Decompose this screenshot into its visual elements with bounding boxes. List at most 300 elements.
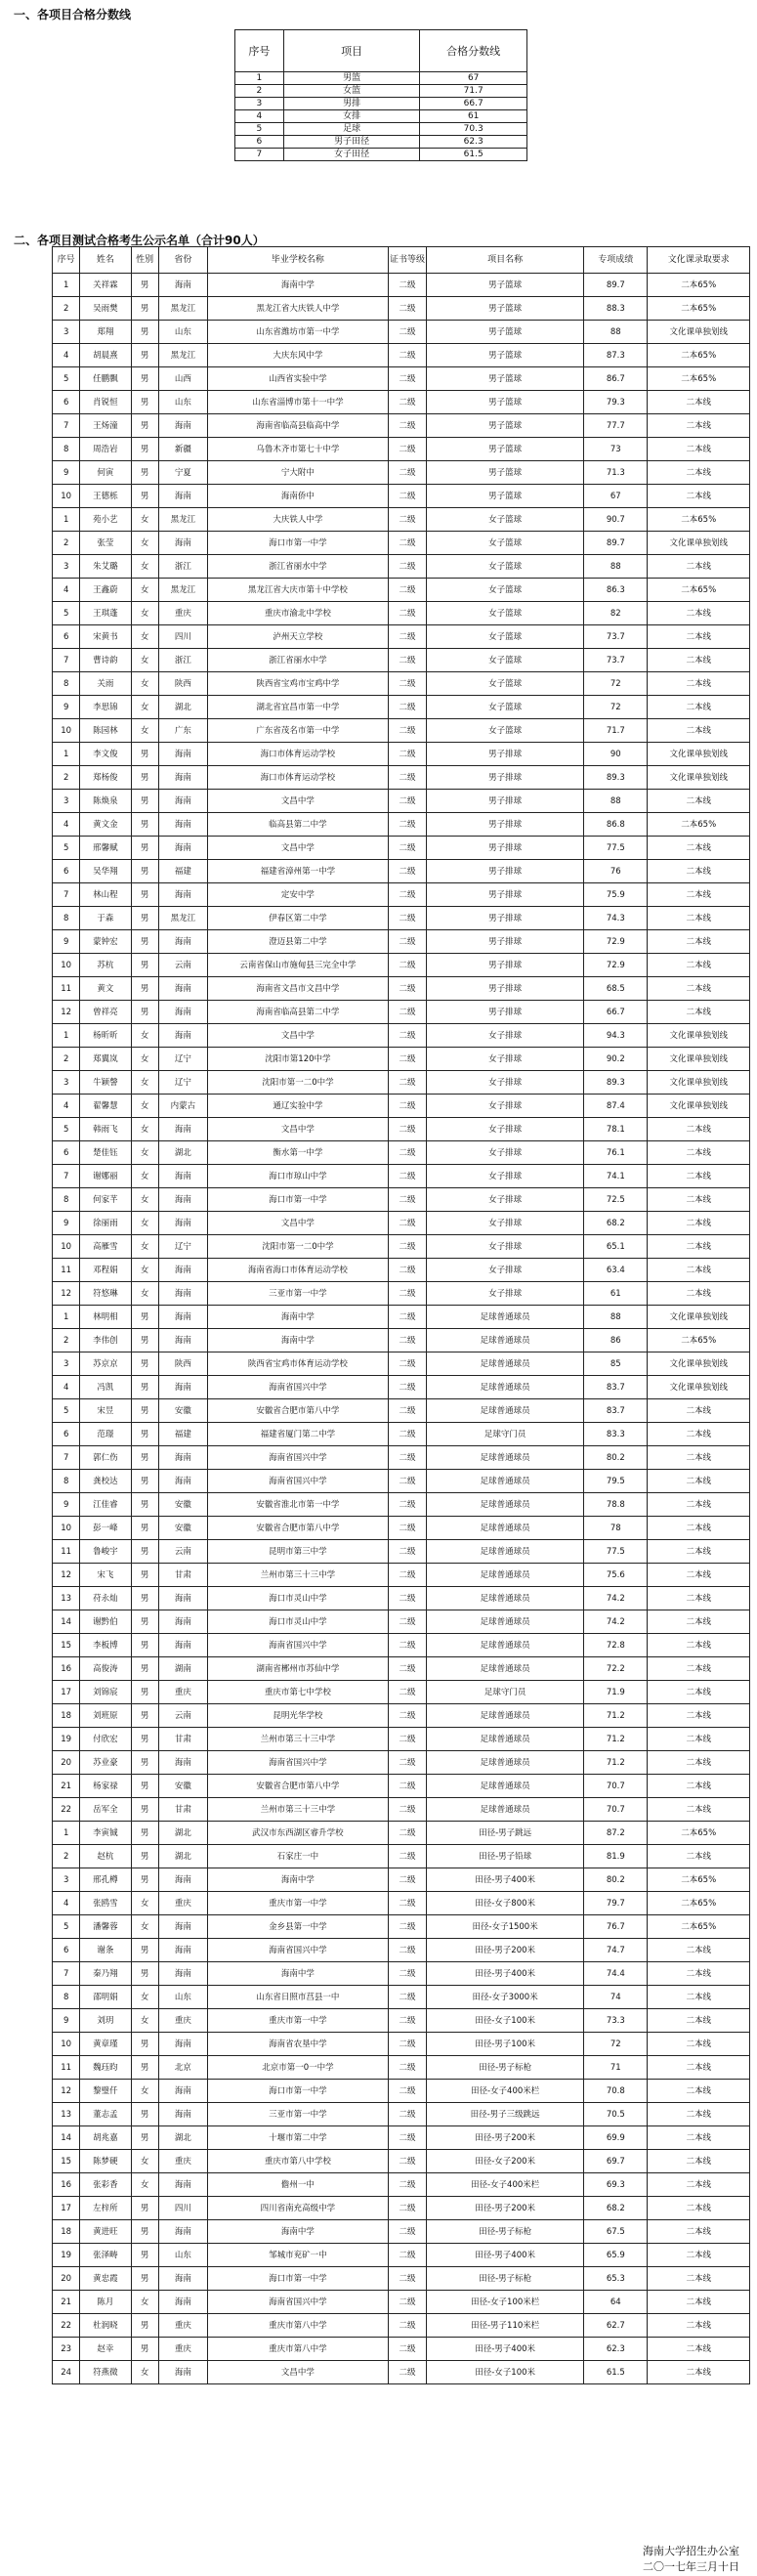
table-cell: 甘肃 bbox=[158, 1564, 207, 1587]
table-cell: 二本线 bbox=[648, 719, 750, 743]
table-cell: 二级 bbox=[388, 1024, 426, 1048]
table-cell: 女子篮球 bbox=[427, 625, 584, 649]
table-cell: 69.3 bbox=[584, 2173, 648, 2197]
table-cell: 18 bbox=[53, 1704, 80, 1728]
table-cell: 李寅铖 bbox=[80, 1822, 131, 1845]
table-cell: 于森 bbox=[80, 907, 131, 930]
table-cell: 87.2 bbox=[584, 1822, 648, 1845]
table-cell: 二本线 bbox=[648, 485, 750, 508]
table-cell: 女子排球 bbox=[427, 1165, 584, 1188]
table-cell: 杨昕昕 bbox=[80, 1024, 131, 1048]
table-cell: 二本线 bbox=[648, 1704, 750, 1728]
table-cell: 男 bbox=[131, 2033, 158, 2056]
table-cell: 男排 bbox=[283, 98, 419, 110]
table-row bbox=[53, 1470, 750, 1493]
table-cell: 74.7 bbox=[584, 1939, 648, 1962]
table-cell: 二本线 bbox=[648, 1423, 750, 1446]
table-cell: 二本线 bbox=[648, 2361, 750, 2384]
table-cell: 昆明光华学校 bbox=[207, 1704, 388, 1728]
table-cell: 足球普通球员 bbox=[427, 1610, 584, 1634]
table-cell: 86.8 bbox=[584, 813, 648, 837]
table-cell: 男 bbox=[131, 1704, 158, 1728]
table-cell: 重庆 bbox=[158, 2009, 207, 2033]
table-cell: 沈阳市第一二0中学 bbox=[207, 1071, 388, 1095]
table-cell: 兰州市第三十三中学 bbox=[207, 1798, 388, 1822]
table-cell: 二本线 bbox=[648, 2267, 750, 2291]
table-cell: 海南中学 bbox=[207, 274, 388, 297]
table-cell: 海南 bbox=[158, 790, 207, 813]
table-cell: 女子篮球 bbox=[427, 649, 584, 672]
table-cell: 海口市第一中学 bbox=[207, 532, 388, 555]
table-cell: 男 bbox=[131, 883, 158, 907]
table-cell: 男 bbox=[131, 743, 158, 766]
table-row bbox=[53, 790, 750, 813]
table-cell: 文昌中学 bbox=[207, 837, 388, 860]
table-cell: 男 bbox=[131, 2244, 158, 2267]
table-cell: 二级 bbox=[388, 1071, 426, 1095]
table-cell: 女 bbox=[131, 2173, 158, 2197]
table-cell: 女 bbox=[131, 625, 158, 649]
table-cell: 12 bbox=[53, 1001, 80, 1024]
table-row bbox=[53, 414, 750, 438]
table-cell: 海口市第一中学 bbox=[207, 1188, 388, 1212]
table-row bbox=[53, 1048, 750, 1071]
table-cell: 女子排球 bbox=[427, 1095, 584, 1118]
table-cell: 二级 bbox=[388, 485, 426, 508]
table-cell: 男 bbox=[131, 1775, 158, 1798]
table-row bbox=[53, 1493, 750, 1517]
table-cell: 海南省临高县第二中学 bbox=[207, 1001, 388, 1024]
table-cell: 湖北 bbox=[158, 2126, 207, 2150]
table-cell: 男子篮球 bbox=[427, 438, 584, 461]
table-cell: 二本线 bbox=[648, 1939, 750, 1962]
table-cell: 13 bbox=[53, 2103, 80, 2126]
table-cell: 胡兆嘉 bbox=[80, 2126, 131, 2150]
table-cell: 5 bbox=[53, 837, 80, 860]
table-cell: 二级 bbox=[388, 837, 426, 860]
table-row bbox=[53, 1634, 750, 1657]
table-row bbox=[53, 1728, 750, 1751]
table-cell: 男 bbox=[131, 1470, 158, 1493]
table-cell: 10 bbox=[53, 954, 80, 977]
table-cell: 二本线 bbox=[648, 1188, 750, 1212]
table-cell: 6 bbox=[53, 860, 80, 883]
table-cell: 二级 bbox=[388, 1798, 426, 1822]
table-cell: 1 bbox=[53, 743, 80, 766]
table-cell: 翟馨慧 bbox=[80, 1095, 131, 1118]
table-cell: 伊春区第二中学 bbox=[207, 907, 388, 930]
table-row bbox=[53, 1517, 750, 1540]
table-row bbox=[53, 297, 750, 321]
table-row bbox=[53, 1915, 750, 1939]
table-cell: 二级 bbox=[388, 1423, 426, 1446]
table-cell: 二本65% bbox=[648, 1915, 750, 1939]
table-cell: 湖北 bbox=[158, 1141, 207, 1165]
table-cell: 潘馨蓉 bbox=[80, 1915, 131, 1939]
table-cell: 二级 bbox=[388, 1001, 426, 1024]
table-cell: 辽宁 bbox=[158, 1235, 207, 1259]
table-cell: 68.5 bbox=[584, 977, 648, 1001]
table-row bbox=[53, 837, 750, 860]
table-cell: 足球 bbox=[283, 123, 419, 136]
table-cell: 男子篮球 bbox=[427, 391, 584, 414]
table-cell: 女 bbox=[131, 1212, 158, 1235]
table-cell: 男 bbox=[131, 813, 158, 837]
table-cell: 男 bbox=[131, 1868, 158, 1892]
table-cell: 二本线 bbox=[648, 2126, 750, 2150]
table-cell: 海南 bbox=[158, 2080, 207, 2103]
table-cell: 二级 bbox=[388, 2197, 426, 2220]
table-cell: 文昌中学 bbox=[207, 2361, 388, 2384]
table-cell: 男 bbox=[131, 1610, 158, 1634]
table-row bbox=[53, 1845, 750, 1868]
table-cell: 二级 bbox=[388, 1845, 426, 1868]
table-cell: 二本线 bbox=[648, 930, 750, 954]
table-row bbox=[53, 1564, 750, 1587]
table-cell: 89.7 bbox=[584, 274, 648, 297]
table-cell: 20 bbox=[53, 1751, 80, 1775]
table-cell: 浙江 bbox=[158, 555, 207, 579]
table-cell: 海南 bbox=[158, 1587, 207, 1610]
table-cell: 6 bbox=[53, 1939, 80, 1962]
table-cell: 内蒙古 bbox=[158, 1095, 207, 1118]
table-cell: 72.9 bbox=[584, 954, 648, 977]
table-cell: 陈焕泉 bbox=[80, 790, 131, 813]
table-cell: 海南 bbox=[158, 743, 207, 766]
table-cell: 湖北 bbox=[158, 1845, 207, 1868]
table-cell: 二本线 bbox=[648, 1540, 750, 1564]
table-cell: 男 bbox=[131, 2220, 158, 2244]
table-cell: 黄忠霞 bbox=[80, 2267, 131, 2291]
table-cell: 男 bbox=[131, 1939, 158, 1962]
table-row bbox=[53, 2103, 750, 2126]
table-cell: 4 bbox=[53, 344, 80, 367]
table-cell: 62.3 bbox=[420, 136, 527, 149]
table-cell: 二级 bbox=[388, 344, 426, 367]
table-cell: 陈园林 bbox=[80, 719, 131, 743]
table-cell: 二级 bbox=[388, 2361, 426, 2384]
table-cell: 海南 bbox=[158, 1470, 207, 1493]
table-cell: 13 bbox=[53, 1587, 80, 1610]
table-cell: 云南 bbox=[158, 1540, 207, 1564]
table-cell: 田径-男子400米 bbox=[427, 2338, 584, 2361]
table-cell: 男 bbox=[131, 2197, 158, 2220]
table-cell: 黑龙江省大庆市第十中学校 bbox=[207, 579, 388, 602]
table-cell: 男 bbox=[131, 1493, 158, 1517]
table-cell: 二本线 bbox=[648, 1681, 750, 1704]
table-cell: 二级 bbox=[388, 1048, 426, 1071]
table-cell: 男 bbox=[131, 321, 158, 344]
table-cell: 61.5 bbox=[584, 2361, 648, 2384]
table-cell: 79.3 bbox=[584, 391, 648, 414]
table-cell: 1 bbox=[53, 1024, 80, 1048]
table-cell: 男子排球 bbox=[427, 860, 584, 883]
table-cell: 二级 bbox=[388, 2103, 426, 2126]
table-cell: 男 bbox=[131, 367, 158, 391]
table-cell: 男 bbox=[131, 1728, 158, 1751]
table-cell: 89.3 bbox=[584, 766, 648, 790]
table-cell: 湖南省郴州市苏仙中学 bbox=[207, 1657, 388, 1681]
table-cell: 田径-女子800米 bbox=[427, 1892, 584, 1915]
table-cell: 赵杭 bbox=[80, 1845, 131, 1868]
table-cell: 足球普通球员 bbox=[427, 1470, 584, 1493]
table-cell: 足球普通球员 bbox=[427, 1517, 584, 1540]
table-cell: 海南 bbox=[158, 813, 207, 837]
table-cell: 海南侨中 bbox=[207, 485, 388, 508]
table-row bbox=[53, 907, 750, 930]
table-row bbox=[53, 2150, 750, 2173]
table-cell: 8 bbox=[53, 1470, 80, 1493]
table-cell: 宋昱 bbox=[80, 1399, 131, 1423]
table-cell: 男子篮球 bbox=[427, 461, 584, 485]
table-cell: 林明相 bbox=[80, 1306, 131, 1329]
table-cell: 足球普通球员 bbox=[427, 1751, 584, 1775]
table-cell: 海南 bbox=[158, 1282, 207, 1306]
table-cell: 海南省农垦中学 bbox=[207, 2033, 388, 2056]
table-cell: 男子篮球 bbox=[427, 485, 584, 508]
table-cell: 海南 bbox=[158, 1751, 207, 1775]
table-cell: 海南省国兴中学 bbox=[207, 1470, 388, 1493]
table-cell: 76.1 bbox=[584, 1141, 648, 1165]
table-cell: 王炀潼 bbox=[80, 414, 131, 438]
table-cell: 3 bbox=[53, 1071, 80, 1095]
table-cell: 二本65% bbox=[648, 1868, 750, 1892]
table-cell: 二本线 bbox=[648, 2291, 750, 2314]
table-cell: 山东 bbox=[158, 321, 207, 344]
table-cell: 海南 bbox=[158, 1165, 207, 1188]
table-cell: 女 bbox=[131, 532, 158, 555]
table-cell: 澄迈县第二中学 bbox=[207, 930, 388, 954]
table-cell: 二本线 bbox=[648, 625, 750, 649]
table-cell: 海口市体育运动学校 bbox=[207, 766, 388, 790]
table-cell: 女 bbox=[131, 2291, 158, 2314]
table-cell: 67.5 bbox=[584, 2220, 648, 2244]
table-cell: 海南省国兴中学 bbox=[207, 1446, 388, 1470]
table-cell: 二本线 bbox=[648, 1564, 750, 1587]
table-cell: 二本65% bbox=[648, 274, 750, 297]
table-cell: 二本线 bbox=[648, 1235, 750, 1259]
table-cell: 十堰市第二中学 bbox=[207, 2126, 388, 2150]
table-cell: 二本线 bbox=[648, 2080, 750, 2103]
table-row bbox=[53, 2033, 750, 2056]
table-cell: 二级 bbox=[388, 2150, 426, 2173]
table-cell: 男 bbox=[131, 1751, 158, 1775]
table-cell: 田径-男子400米 bbox=[427, 1962, 584, 1986]
table-cell: 二级 bbox=[388, 1329, 426, 1352]
table-cell: 1 bbox=[53, 1306, 80, 1329]
table-row bbox=[53, 344, 750, 367]
table-cell: 二级 bbox=[388, 1681, 426, 1704]
table-cell: 山东省潍坊市第一中学 bbox=[207, 321, 388, 344]
header-cell: 项目 bbox=[283, 30, 419, 72]
table-cell: 二本65% bbox=[648, 1892, 750, 1915]
table-cell: 大庆东风中学 bbox=[207, 344, 388, 367]
table-cell: 二级 bbox=[388, 532, 426, 555]
table-cell: 甘肃 bbox=[158, 1798, 207, 1822]
table-cell: 二本线 bbox=[648, 438, 750, 461]
table-cell: 二本线 bbox=[648, 2244, 750, 2267]
table-cell: 二级 bbox=[388, 2338, 426, 2361]
table-cell: 广东省茂名市第一中学 bbox=[207, 719, 388, 743]
table-cell: 8 bbox=[53, 907, 80, 930]
table-cell: 何寅 bbox=[80, 461, 131, 485]
table-cell: 关祥霖 bbox=[80, 274, 131, 297]
table-cell: 女子排球 bbox=[427, 1235, 584, 1259]
table-cell: 2 bbox=[53, 1048, 80, 1071]
table-cell: 海南 bbox=[158, 2173, 207, 2197]
header-cell: 省份 bbox=[158, 247, 207, 274]
table-row bbox=[53, 1540, 750, 1564]
table-cell: 87.4 bbox=[584, 1095, 648, 1118]
table-cell: 73.3 bbox=[584, 2009, 648, 2033]
table-cell: 二级 bbox=[388, 1259, 426, 1282]
table-cell: 8 bbox=[53, 1986, 80, 2009]
table-cell: 4 bbox=[53, 1095, 80, 1118]
table-cell: 女 bbox=[131, 1095, 158, 1118]
table-row bbox=[53, 1212, 750, 1235]
table-cell: 21 bbox=[53, 1775, 80, 1798]
table-cell: 高俊涛 bbox=[80, 1657, 131, 1681]
table-cell: 海南 bbox=[158, 1118, 207, 1141]
table-cell: 12 bbox=[53, 2080, 80, 2103]
table-row bbox=[53, 1282, 750, 1306]
table-row bbox=[53, 813, 750, 837]
table-cell: 二本线 bbox=[648, 1845, 750, 1868]
table-cell: 二本线 bbox=[648, 2220, 750, 2244]
table-cell: 安徽 bbox=[158, 1517, 207, 1540]
table-cell: 足球普通球员 bbox=[427, 1775, 584, 1798]
table-cell: 安徽 bbox=[158, 1399, 207, 1423]
table-cell: 二本线 bbox=[648, 1259, 750, 1282]
table-cell: 86.7 bbox=[584, 367, 648, 391]
table-row bbox=[53, 2361, 750, 2384]
table-cell: 男子篮球 bbox=[427, 321, 584, 344]
table-cell: 二级 bbox=[388, 1751, 426, 1775]
table-row bbox=[53, 2009, 750, 2033]
table-cell: 63.4 bbox=[584, 1259, 648, 1282]
table-cell: 新疆 bbox=[158, 438, 207, 461]
table-cell: 重庆 bbox=[158, 2150, 207, 2173]
table-cell: 兰州市第三十三中学 bbox=[207, 1564, 388, 1587]
table-cell: 女子篮球 bbox=[427, 719, 584, 743]
table-cell: 64 bbox=[584, 2291, 648, 2314]
table-cell: 二本65% bbox=[648, 1822, 750, 1845]
table-cell: 7 bbox=[53, 1962, 80, 1986]
table-cell: 二级 bbox=[388, 719, 426, 743]
table-cell: 二级 bbox=[388, 1634, 426, 1657]
table-cell: 9 bbox=[53, 1212, 80, 1235]
table-cell: 海南 bbox=[158, 2033, 207, 2056]
table-cell: 韩雨飞 bbox=[80, 1118, 131, 1141]
table-cell: 二本线 bbox=[648, 977, 750, 1001]
table-cell: 9 bbox=[53, 2009, 80, 2033]
table-cell: 6 bbox=[53, 391, 80, 414]
table-cell: 2 bbox=[53, 1845, 80, 1868]
table-cell: 海南中学 bbox=[207, 1962, 388, 1986]
table-cell: 二级 bbox=[388, 2126, 426, 2150]
table-row bbox=[53, 602, 750, 625]
table-cell: 二级 bbox=[388, 1165, 426, 1188]
table-cell: 陕西 bbox=[158, 1352, 207, 1376]
table-cell: 80.2 bbox=[584, 1868, 648, 1892]
table-cell: 10 bbox=[53, 2033, 80, 2056]
table-cell: 男 bbox=[131, 1306, 158, 1329]
table-cell: 88 bbox=[584, 790, 648, 813]
table-cell: 19 bbox=[53, 1728, 80, 1751]
table-cell: 宁夏 bbox=[158, 461, 207, 485]
table-cell: 李思锦 bbox=[80, 696, 131, 719]
table-cell: 二本线 bbox=[648, 461, 750, 485]
table-cell: 邢孔樽 bbox=[80, 1868, 131, 1892]
table-cell: 3 bbox=[53, 790, 80, 813]
table-cell: 二本线 bbox=[648, 1657, 750, 1681]
table-row bbox=[53, 579, 750, 602]
table-cell: 文化课单独划线 bbox=[648, 1048, 750, 1071]
table-row bbox=[53, 508, 750, 532]
table-cell: 75.9 bbox=[584, 883, 648, 907]
table-cell: 二本线 bbox=[648, 837, 750, 860]
table-cell: 黑龙江 bbox=[158, 907, 207, 930]
table-cell: 二级 bbox=[388, 907, 426, 930]
header-cell: 专项成绩 bbox=[584, 247, 648, 274]
table-cell: 陕西省宝鸡市体育运动学校 bbox=[207, 1352, 388, 1376]
table-cell: 88 bbox=[584, 555, 648, 579]
table-cell: 77.7 bbox=[584, 414, 648, 438]
table-cell: 66.7 bbox=[584, 1001, 648, 1024]
table-cell: 女 bbox=[131, 508, 158, 532]
table-cell: 田径-男子三级跳远 bbox=[427, 2103, 584, 2126]
table-cell: 文化课单独划线 bbox=[648, 743, 750, 766]
table-cell: 海口市第一中学 bbox=[207, 2267, 388, 2291]
table-row bbox=[53, 766, 750, 790]
table-cell: 李文俊 bbox=[80, 743, 131, 766]
table-cell: 二级 bbox=[388, 930, 426, 954]
table-cell: 男 bbox=[131, 2267, 158, 2291]
table-cell: 王德栎 bbox=[80, 485, 131, 508]
table-cell: 海口市琼山中学 bbox=[207, 1165, 388, 1188]
table-cell: 二级 bbox=[388, 1657, 426, 1681]
table-cell: 金乡县第一中学 bbox=[207, 1915, 388, 1939]
table-cell: 7 bbox=[53, 414, 80, 438]
table-cell: 二本线 bbox=[648, 1399, 750, 1423]
table-cell: 二级 bbox=[388, 1446, 426, 1470]
table-cell: 田径-男子200米 bbox=[427, 2197, 584, 2220]
table-cell: 黑龙江 bbox=[158, 508, 207, 532]
table-cell: 男 bbox=[131, 1657, 158, 1681]
table-cell: 海南 bbox=[158, 2103, 207, 2126]
table-row bbox=[53, 1962, 750, 1986]
candidate-rows bbox=[53, 274, 750, 2384]
table-cell: 文化课单独划线 bbox=[648, 1024, 750, 1048]
table-row bbox=[53, 1188, 750, 1212]
table-row bbox=[53, 1704, 750, 1728]
table-cell: 男 bbox=[131, 461, 158, 485]
table-cell: 任鹏飘 bbox=[80, 367, 131, 391]
table-cell: 2 bbox=[53, 1329, 80, 1352]
table-cell: 足球普通球员 bbox=[427, 1657, 584, 1681]
table-cell: 黎璧仟 bbox=[80, 2080, 131, 2103]
table-cell: 左梓所 bbox=[80, 2197, 131, 2220]
table-cell: 70.7 bbox=[584, 1775, 648, 1798]
table-cell: 男子排球 bbox=[427, 954, 584, 977]
table-cell: 男 bbox=[131, 391, 158, 414]
table-cell: 文化课单独划线 bbox=[648, 532, 750, 555]
table-cell: 二级 bbox=[388, 1892, 426, 1915]
table-cell: 二本线 bbox=[648, 2103, 750, 2126]
table-cell: 二级 bbox=[388, 274, 426, 297]
table-cell: 足球普通球员 bbox=[427, 1728, 584, 1751]
table-cell: 12 bbox=[53, 1282, 80, 1306]
